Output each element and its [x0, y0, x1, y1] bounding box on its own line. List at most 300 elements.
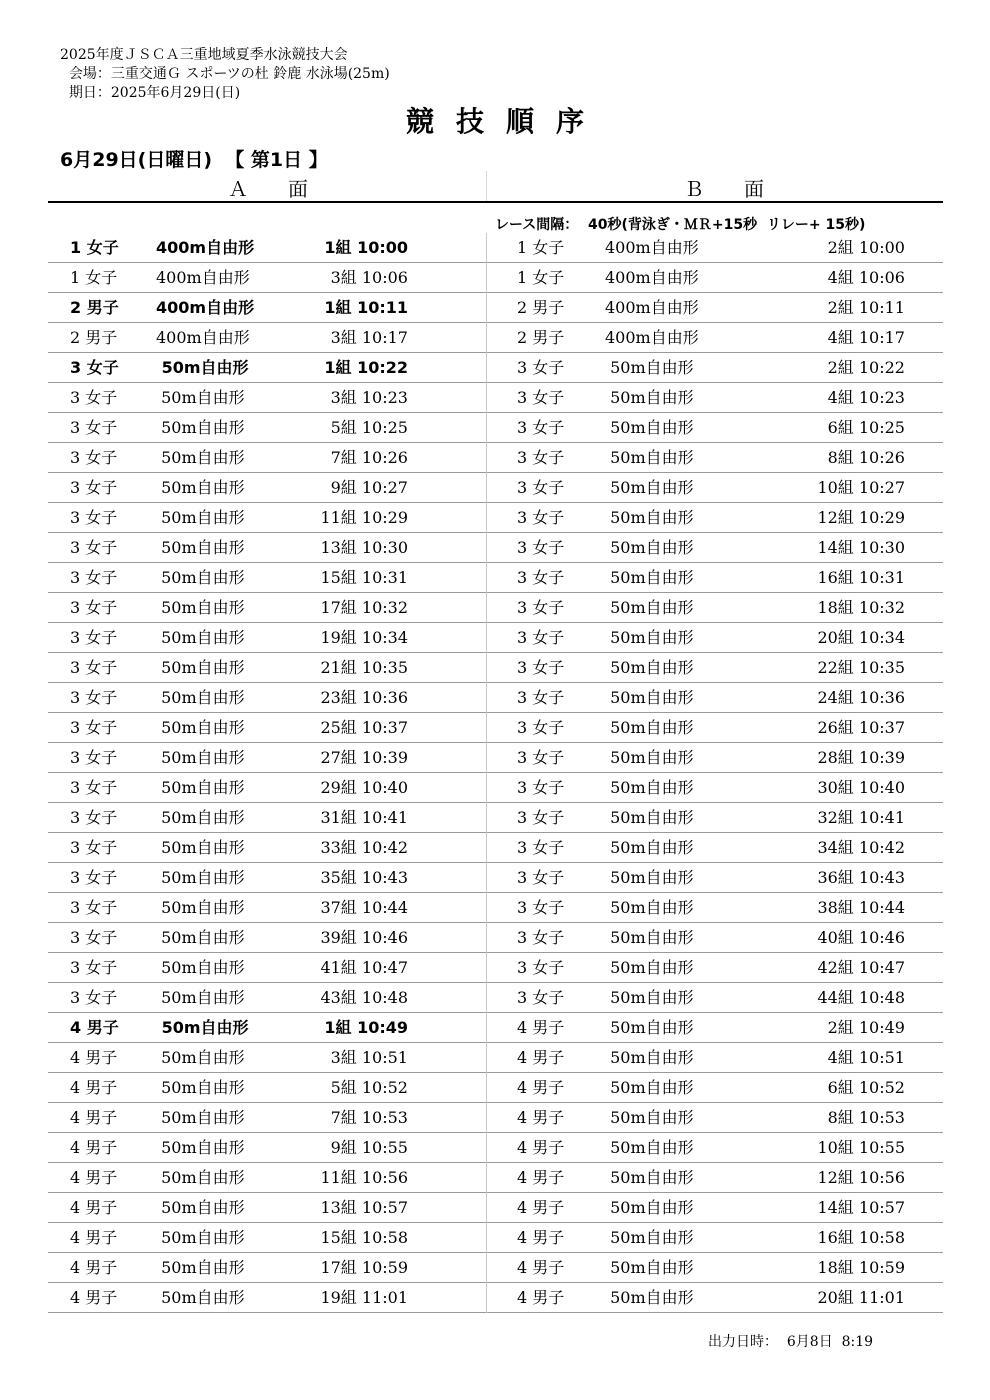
side-a-event-number: 3 女子 — [70, 538, 118, 557]
side-b-event-name: 50m自由形 — [605, 358, 694, 377]
column-divider — [486, 473, 487, 503]
column-divider — [486, 383, 487, 413]
race-interval-note: レース間隔： 40秒(背泳ぎ・ＭＲ+15秒 リレー+ 15秒) — [495, 217, 866, 233]
table-row — [48, 353, 943, 383]
day-heading: 6月29日(日曜日) 【 第1日 】 — [60, 149, 328, 171]
side-a-heat-time: 11組 10:56 — [320, 1168, 408, 1187]
side-a-heat-time: 41組 10:47 — [320, 958, 408, 977]
side-a-event-name: 50m自由形 — [156, 1018, 249, 1037]
side-b-heat-time: 16組 10:58 — [817, 1228, 905, 1247]
table-row — [48, 1163, 943, 1193]
side-b-heat-time: 22組 10:35 — [817, 658, 905, 677]
side-b-event-name: 50m自由形 — [605, 598, 694, 617]
side-a-event-number: 3 女子 — [70, 718, 118, 737]
table-row — [48, 923, 943, 953]
side-b-event-name: 50m自由形 — [605, 658, 694, 677]
side-a-event-name: 400m自由形 — [156, 298, 255, 317]
side-b-heat-time: 2組 10:49 — [827, 1018, 905, 1037]
side-b-event-name: 400m自由形 — [605, 238, 699, 257]
side-b-event-number: 3 女子 — [517, 598, 565, 617]
side-a-event-name: 50m自由形 — [156, 928, 245, 947]
column-divider — [486, 1043, 487, 1073]
column-divider — [486, 353, 487, 383]
table-row — [48, 623, 943, 653]
side-b-heat-time: 36組 10:43 — [817, 868, 905, 887]
table-row — [48, 1073, 943, 1103]
side-a-heat-time: 7組 10:26 — [330, 448, 408, 467]
column-divider — [486, 293, 487, 323]
side-b-heat-time: 24組 10:36 — [817, 688, 905, 707]
side-b-heat-time: 10組 10:55 — [817, 1138, 905, 1157]
side-b-event-name: 50m自由形 — [605, 538, 694, 557]
column-divider — [486, 1163, 487, 1193]
side-a-event-number: 3 女子 — [70, 508, 118, 527]
column-divider — [486, 773, 487, 803]
side-b-event-name: 400m自由形 — [605, 268, 699, 287]
side-a-event-number: 3 女子 — [70, 958, 118, 977]
side-b-event-name: 50m自由形 — [605, 1168, 694, 1187]
side-b-heat-time: 16組 10:31 — [817, 568, 905, 587]
side-b-event-name: 50m自由形 — [605, 718, 694, 737]
side-b-heat-time: 44組 10:48 — [817, 988, 905, 1007]
side-a-event-number: 3 女子 — [70, 898, 118, 917]
side-a-event-number: 3 女子 — [70, 868, 118, 887]
side-b-event-name: 50m自由形 — [605, 1288, 694, 1307]
column-divider — [486, 653, 487, 683]
side-a-event-number: 3 女子 — [70, 778, 118, 797]
side-b-event-name: 50m自由形 — [605, 628, 694, 647]
side-b-event-name: 50m自由形 — [605, 748, 694, 767]
table-row — [48, 413, 943, 443]
side-b-event-name: 50m自由形 — [605, 448, 694, 467]
table-row — [48, 593, 943, 623]
side-b-heat-time: 4組 10:23 — [827, 388, 905, 407]
side-b-heat-time: 12組 10:29 — [817, 508, 905, 527]
side-a-event-name: 50m自由形 — [156, 718, 245, 737]
column-divider — [486, 1133, 487, 1163]
side-a-event-name: 50m自由形 — [156, 868, 245, 887]
document-header — [60, 46, 390, 103]
column-divider — [486, 443, 487, 473]
column-divider — [486, 323, 487, 353]
side-b-heat-time: 34組 10:42 — [817, 838, 905, 857]
side-a-event-number: 3 女子 — [70, 598, 118, 617]
side-a-event-name: 50m自由形 — [156, 1198, 245, 1217]
table-row — [48, 1103, 943, 1133]
table-row — [48, 563, 943, 593]
side-a-heat-time: 31組 10:41 — [320, 808, 408, 827]
side-b-event-number: 4 男子 — [517, 1048, 565, 1067]
side-a-heat-time: 13組 10:57 — [320, 1198, 408, 1217]
meet-date-line: 期日：2025年6月29日(日) — [60, 85, 241, 101]
column-divider — [486, 743, 487, 773]
side-a-event-name: 50m自由形 — [156, 598, 245, 617]
side-b-event-number: 3 女子 — [517, 808, 565, 827]
side-b-event-number: 1 女子 — [517, 268, 565, 287]
side-a-event-name: 50m自由形 — [156, 508, 245, 527]
table-row — [48, 803, 943, 833]
side-a-event-number: 4 男子 — [70, 1138, 118, 1157]
side-a-event-number: 3 女子 — [70, 448, 118, 467]
side-b-event-name: 50m自由形 — [605, 838, 694, 857]
side-b-event-number: 3 女子 — [517, 478, 565, 497]
side-b-event-number: 3 女子 — [517, 448, 565, 467]
side-b-heat-time: 8組 10:53 — [827, 1108, 905, 1127]
column-divider — [486, 833, 487, 863]
side-b-event-number: 3 女子 — [517, 358, 565, 377]
side-a-event-name: 50m自由形 — [156, 358, 249, 377]
side-a-event-number: 3 女子 — [70, 688, 118, 707]
side-a-event-number: 3 女子 — [70, 478, 118, 497]
side-b-heat-time: 38組 10:44 — [817, 898, 905, 917]
side-a-event-name: 400m自由形 — [156, 238, 255, 257]
side-b-event-number: 1 女子 — [517, 238, 565, 257]
side-a-event-name: 50m自由形 — [156, 778, 245, 797]
side-b-event-number: 3 女子 — [517, 688, 565, 707]
side-a-event-name: 400m自由形 — [156, 328, 250, 347]
side-b-event-number: 4 男子 — [517, 1168, 565, 1187]
side-a-event-number: 4 男子 — [70, 1108, 118, 1127]
side-a-event-number: 3 女子 — [70, 928, 118, 947]
side-b-event-name: 400m自由形 — [605, 328, 699, 347]
column-divider — [486, 1253, 487, 1283]
table-row — [48, 953, 943, 983]
side-b-event-number: 3 女子 — [517, 898, 565, 917]
side-b-event-number: 3 女子 — [517, 778, 565, 797]
side-a-event-name: 50m自由形 — [156, 658, 245, 677]
side-a-heat-time: 43組 10:48 — [320, 988, 408, 1007]
column-divider — [486, 503, 487, 533]
column-divider — [486, 533, 487, 563]
side-b-heat-time: 14組 10:30 — [817, 538, 905, 557]
side-a-event-name: 50m自由形 — [156, 838, 245, 857]
side-a-heat-time: 11組 10:29 — [320, 508, 408, 527]
side-a-event-number: 3 女子 — [70, 808, 118, 827]
table-row — [48, 983, 943, 1013]
side-a-event-name: 50m自由形 — [156, 988, 245, 1007]
side-a-event-name: 50m自由形 — [156, 478, 245, 497]
column-divider — [486, 1073, 487, 1103]
table-row — [48, 1043, 943, 1073]
side-b-heat-time: 40組 10:46 — [817, 928, 905, 947]
side-b-event-number: 3 女子 — [517, 388, 565, 407]
side-b-heat-time: 2組 10:00 — [827, 238, 905, 257]
side-a-event-number: 1 女子 — [70, 268, 118, 287]
side-b-event-number: 3 女子 — [517, 958, 565, 977]
side-a-heat-time: 3組 10:06 — [330, 268, 408, 287]
side-a-heat-time: 3組 10:51 — [330, 1048, 408, 1067]
side-a-event-number: 3 女子 — [70, 838, 118, 857]
side-a-event-number: 4 男子 — [70, 1078, 118, 1097]
side-b-event-number: 4 男子 — [517, 1138, 565, 1157]
header-rule — [48, 201, 943, 203]
column-divider — [486, 563, 487, 593]
table-row — [48, 893, 943, 923]
column-divider — [486, 863, 487, 893]
side-a-event-number: 4 男子 — [70, 1288, 118, 1307]
output-timestamp: 出力日時： 6月8日 8:19 — [708, 1334, 874, 1350]
side-a-heat-time: 1組 10:49 — [324, 1018, 408, 1037]
side-a-event-number: 3 女子 — [70, 388, 118, 407]
table-row — [48, 533, 943, 563]
side-b-heat-time: 8組 10:26 — [827, 448, 905, 467]
side-a-event-number: 2 男子 — [70, 298, 119, 317]
side-heading-divider — [486, 171, 487, 201]
side-a-heat-time: 19組 10:34 — [320, 628, 408, 647]
side-b-event-number: 3 女子 — [517, 538, 565, 557]
side-b-heat-time: 30組 10:40 — [817, 778, 905, 797]
column-divider — [486, 713, 487, 743]
column-divider — [486, 263, 487, 293]
side-a-event-name: 50m自由形 — [156, 1138, 245, 1157]
meet-name: 2025年度ＪＳＣＡ三重地域夏季水泳競技大会 — [60, 47, 348, 63]
side-a-heat-time: 9組 10:27 — [330, 478, 408, 497]
side-b-event-number: 4 男子 — [517, 1108, 565, 1127]
side-a-heat-time: 25組 10:37 — [320, 718, 408, 737]
side-b-event-number: 4 男子 — [517, 1288, 565, 1307]
side-a-heat-time: 17組 10:59 — [320, 1258, 408, 1277]
side-b-event-name: 50m自由形 — [605, 1258, 694, 1277]
table-row — [48, 383, 943, 413]
side-b-heat-time: 18組 10:32 — [817, 598, 905, 617]
side-b-heat-time: 28組 10:39 — [817, 748, 905, 767]
side-b-event-name: 50m自由形 — [605, 868, 694, 887]
side-a-event-number: 4 男子 — [70, 1018, 119, 1037]
column-divider — [486, 1013, 487, 1043]
side-a-event-name: 400m自由形 — [156, 268, 250, 287]
side-b-heat-time: 10組 10:27 — [817, 478, 905, 497]
side-b-event-name: 400m自由形 — [605, 298, 699, 317]
side-a-heat-time: 9組 10:55 — [330, 1138, 408, 1157]
side-b-event-number: 3 女子 — [517, 568, 565, 587]
side-b-event-number: 2 男子 — [517, 328, 565, 347]
column-divider — [486, 923, 487, 953]
column-divider — [486, 1103, 487, 1133]
side-b-event-number: 3 女子 — [517, 838, 565, 857]
column-divider — [486, 413, 487, 443]
side-b-heat-time: 6組 10:52 — [827, 1078, 905, 1097]
table-row — [48, 263, 943, 293]
side-b-event-name: 50m自由形 — [605, 1108, 694, 1127]
side-b-heat-time: 4組 10:06 — [827, 268, 905, 287]
side-a-heading: Ａ面 — [228, 177, 348, 201]
side-b-event-number: 3 女子 — [517, 628, 565, 647]
side-b-event-number: 3 女子 — [517, 718, 565, 737]
side-a-event-name: 50m自由形 — [156, 898, 245, 917]
side-a-heat-time: 15組 10:58 — [320, 1228, 408, 1247]
side-a-event-name: 50m自由形 — [156, 568, 245, 587]
table-row — [48, 293, 943, 323]
side-b-event-name: 50m自由形 — [605, 568, 694, 587]
side-b-event-number: 2 男子 — [517, 298, 565, 317]
side-a-heat-time: 3組 10:17 — [330, 328, 408, 347]
side-b-event-name: 50m自由形 — [605, 988, 694, 1007]
side-a-event-name: 50m自由形 — [156, 1228, 245, 1247]
side-b-event-name: 50m自由形 — [605, 928, 694, 947]
table-row — [48, 743, 943, 773]
column-divider — [486, 803, 487, 833]
column-divider — [486, 683, 487, 713]
side-b-event-number: 4 男子 — [517, 1198, 565, 1217]
side-a-event-number: 3 女子 — [70, 568, 118, 587]
side-a-heat-time: 19組 11:01 — [320, 1288, 408, 1307]
side-a-event-number: 2 男子 — [70, 328, 118, 347]
side-a-heat-time: 37組 10:44 — [320, 898, 408, 917]
table-row — [48, 833, 943, 863]
schedule-table — [48, 233, 943, 1313]
side-a-heat-time: 39組 10:46 — [320, 928, 408, 947]
table-row — [48, 443, 943, 473]
table-row — [48, 773, 943, 803]
side-a-event-number: 1 女子 — [70, 238, 119, 257]
table-row — [48, 1013, 943, 1043]
side-a-heat-time: 29組 10:40 — [320, 778, 408, 797]
side-b-event-number: 3 女子 — [517, 508, 565, 527]
side-b-event-number: 3 女子 — [517, 868, 565, 887]
venue-line: 会場：三重交通Ｇ スポーツの杜 鈴鹿 水泳場(25m) — [60, 66, 390, 82]
side-a-heat-time: 23組 10:36 — [320, 688, 408, 707]
side-b-heat-time: 4組 10:51 — [827, 1048, 905, 1067]
side-a-heat-time: 7組 10:53 — [330, 1108, 408, 1127]
side-b-event-name: 50m自由形 — [605, 1078, 694, 1097]
column-divider — [486, 1223, 487, 1253]
side-b-event-name: 50m自由形 — [605, 958, 694, 977]
table-row — [48, 323, 943, 353]
side-b-event-number: 3 女子 — [517, 988, 565, 1007]
side-a-heat-time: 35組 10:43 — [320, 868, 408, 887]
side-a-heat-time: 1組 10:00 — [324, 238, 408, 257]
table-row — [48, 1193, 943, 1223]
column-divider — [486, 1283, 487, 1313]
side-a-heat-time: 33組 10:42 — [320, 838, 408, 857]
side-b-heat-time: 2組 10:11 — [827, 298, 905, 317]
side-a-event-name: 50m自由形 — [156, 1048, 245, 1067]
side-a-heat-time: 21組 10:35 — [320, 658, 408, 677]
table-row — [48, 1253, 943, 1283]
column-divider — [486, 893, 487, 923]
side-b-event-name: 50m自由形 — [605, 808, 694, 827]
side-a-event-name: 50m自由形 — [156, 1258, 245, 1277]
table-row — [48, 1133, 943, 1163]
side-b-heat-time: 18組 10:59 — [817, 1258, 905, 1277]
side-a-event-number: 4 男子 — [70, 1198, 118, 1217]
side-b-heading: Ｂ面 — [684, 177, 804, 201]
side-b-event-number: 3 女子 — [517, 418, 565, 437]
side-b-event-name: 50m自由形 — [605, 688, 694, 707]
side-b-event-name: 50m自由形 — [605, 1198, 694, 1217]
side-a-event-name: 50m自由形 — [156, 958, 245, 977]
side-a-event-number: 4 男子 — [70, 1228, 118, 1247]
table-row — [48, 1283, 943, 1313]
side-a-heat-time: 3組 10:23 — [330, 388, 408, 407]
table-row — [48, 233, 943, 263]
side-b-heat-time: 2組 10:22 — [827, 358, 905, 377]
side-b-event-name: 50m自由形 — [605, 778, 694, 797]
side-a-heat-time: 17組 10:32 — [320, 598, 408, 617]
side-a-event-name: 50m自由形 — [156, 388, 245, 407]
column-divider — [486, 1193, 487, 1223]
side-a-event-name: 50m自由形 — [156, 1078, 245, 1097]
side-b-event-name: 50m自由形 — [605, 388, 694, 407]
side-b-event-number: 3 女子 — [517, 658, 565, 677]
column-divider — [486, 233, 487, 263]
side-b-event-name: 50m自由形 — [605, 478, 694, 497]
side-b-heat-time: 6組 10:25 — [827, 418, 905, 437]
side-b-event-name: 50m自由形 — [605, 898, 694, 917]
side-a-event-number: 4 男子 — [70, 1168, 118, 1187]
side-b-heat-time: 20組 11:01 — [817, 1288, 905, 1307]
side-b-event-number: 3 女子 — [517, 928, 565, 947]
side-a-heat-time: 5組 10:52 — [330, 1078, 408, 1097]
side-b-event-number: 4 男子 — [517, 1258, 565, 1277]
table-row — [48, 683, 943, 713]
side-b-event-name: 50m自由形 — [605, 1228, 694, 1247]
side-a-heat-time: 27組 10:39 — [320, 748, 408, 767]
table-row — [48, 1223, 943, 1253]
table-row — [48, 863, 943, 893]
side-a-event-number: 3 女子 — [70, 418, 118, 437]
side-b-event-name: 50m自由形 — [605, 418, 694, 437]
side-b-heat-time: 32組 10:41 — [817, 808, 905, 827]
side-b-event-name: 50m自由形 — [605, 1018, 694, 1037]
column-divider — [486, 953, 487, 983]
side-a-event-name: 50m自由形 — [156, 1168, 245, 1187]
side-a-event-name: 50m自由形 — [156, 418, 245, 437]
column-divider — [486, 983, 487, 1013]
column-divider — [486, 623, 487, 653]
side-a-event-number: 4 男子 — [70, 1048, 118, 1067]
side-a-heat-time: 1組 10:11 — [324, 298, 408, 317]
page-title: 競技順序 — [405, 105, 606, 138]
side-a-event-name: 50m自由形 — [156, 538, 245, 557]
side-a-heat-time: 1組 10:22 — [324, 358, 408, 377]
side-b-heat-time: 20組 10:34 — [817, 628, 905, 647]
side-a-event-number: 3 女子 — [70, 658, 118, 677]
side-b-heat-time: 26組 10:37 — [817, 718, 905, 737]
side-a-event-name: 50m自由形 — [156, 748, 245, 767]
side-a-heat-time: 13組 10:30 — [320, 538, 408, 557]
side-a-heat-time: 15組 10:31 — [320, 568, 408, 587]
side-a-event-number: 3 女子 — [70, 358, 119, 377]
side-b-event-number: 3 女子 — [517, 748, 565, 767]
table-row — [48, 473, 943, 503]
side-b-event-name: 50m自由形 — [605, 1138, 694, 1157]
side-a-event-name: 50m自由形 — [156, 448, 245, 467]
side-a-heat-time: 5組 10:25 — [330, 418, 408, 437]
side-a-event-number: 4 男子 — [70, 1258, 118, 1277]
side-b-event-number: 4 男子 — [517, 1018, 565, 1037]
side-a-event-number: 3 女子 — [70, 628, 118, 647]
side-b-event-number: 4 男子 — [517, 1078, 565, 1097]
table-row — [48, 713, 943, 743]
table-row — [48, 503, 943, 533]
side-b-event-name: 50m自由形 — [605, 508, 694, 527]
side-a-event-name: 50m自由形 — [156, 1288, 245, 1307]
side-b-event-name: 50m自由形 — [605, 1048, 694, 1067]
side-b-heat-time: 4組 10:17 — [827, 328, 905, 347]
side-a-event-name: 50m自由形 — [156, 808, 245, 827]
column-divider — [486, 593, 487, 623]
side-b-event-number: 4 男子 — [517, 1228, 565, 1247]
side-a-event-number: 3 女子 — [70, 748, 118, 767]
side-a-event-name: 50m自由形 — [156, 688, 245, 707]
side-a-event-name: 50m自由形 — [156, 1108, 245, 1127]
side-b-heat-time: 14組 10:57 — [817, 1198, 905, 1217]
side-b-heat-time: 12組 10:56 — [817, 1168, 905, 1187]
table-row — [48, 653, 943, 683]
side-a-event-number: 3 女子 — [70, 988, 118, 1007]
side-a-event-name: 50m自由形 — [156, 628, 245, 647]
